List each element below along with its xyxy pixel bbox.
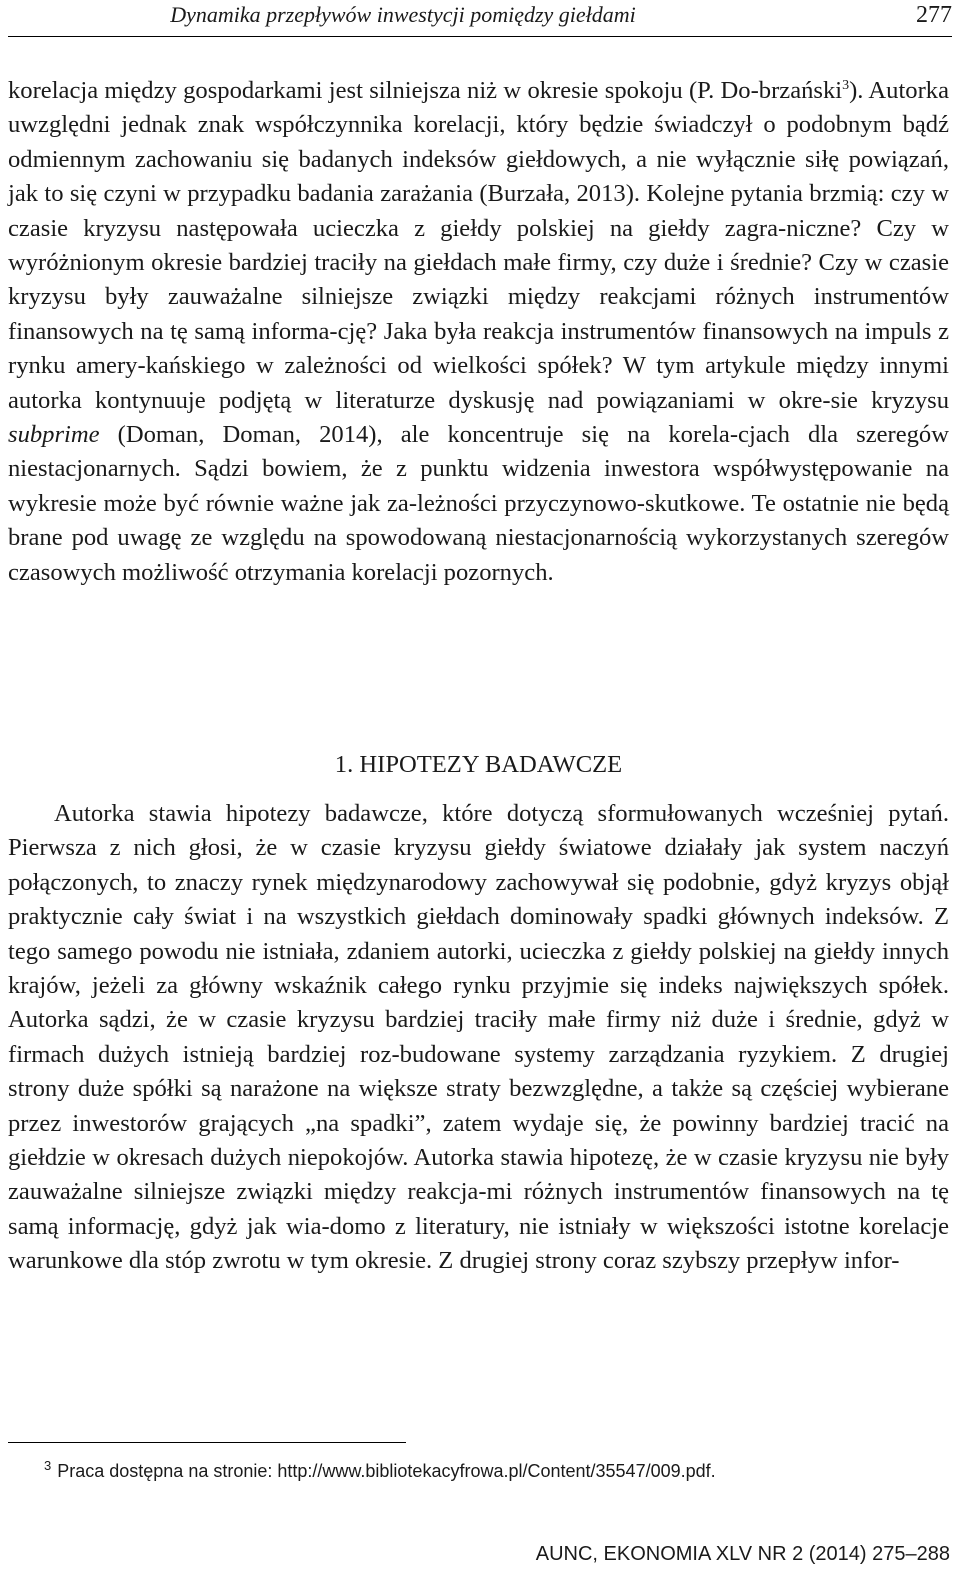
page-number: 277 bbox=[916, 2, 952, 28]
italic-term: subprime bbox=[8, 421, 100, 449]
paragraph-1-text-a: korelacja między gospodarkami jest silniejsza niż w okresie spokoju (P. Do-brzański bbox=[8, 77, 843, 104]
running-footer: AUNC, EKONOMIA XLV NR 2 (2014) 275–288 bbox=[535, 1543, 950, 1565]
running-header-title: Dynamika przepływów inwestycji pomiędzy giełdami bbox=[170, 2, 636, 27]
body-paragraph-1 bbox=[8, 74, 949, 590]
paragraph-1-text-c: (Doman, Doman, 2014), ale koncentruje się na korela-cjach dla szeregów niestacjonarnych. Sądzi bowiem, że z punktu widzenia inwestora współwystępowanie na wykresie może być równie ważne jak za-leżności przyczynowo-skutkowe. Te ostatnie nie będą brane pod uwagę ze względu na spowodowaną niestacjonarnością wykorzystanych szeregów czasowych możliwość otrzymania korelacji pozornych. bbox=[8, 421, 949, 586]
running-header bbox=[8, 0, 952, 37]
body-paragraph-2 bbox=[8, 797, 949, 1279]
paragraph-1-text-b: ). Autorka uwzględni jednak znak współczynnika korelacji, który będzie świadczył o podobnym bądź odmiennym zachowaniu się badanych indeksów giełdowych, a nie wyłącznie siłę powiązań, jak to się czyni w przypadku badania zarażania (Burzała, 2013). Kolejne pytania brzmią: czy w czasie kryzysu następowała ucieczka z giełdy polskiej na giełdy zagra-niczne? Czy w wyróżnionym okresie bardziej traciły na giełdach małe firmy, czy duże i średnie? Czy w czasie kryzysu były zauważalne silniejsze związki między reakcjami różnych instrumentów finansowych na tę samą informa-cję? Jaka była reakcja instrumentów finansowych na impuls z rynku amery-kańskiego w zależności od wielkości spółek? W tym artykule między innymi autorka kontynuuje podjętą w literaturze dyskusję nad powiązaniami w okre-sie kryzysu bbox=[8, 77, 949, 414]
footnote-reference: 3 bbox=[842, 77, 850, 93]
footnote-separator bbox=[8, 1442, 406, 1443]
footnote-text: Praca dostępna na stronie: http://www.bibliotekacyfrowa.pl/Content/35547/009.pdf. bbox=[57, 1461, 716, 1481]
footnote bbox=[44, 1459, 954, 1483]
section-heading: 1. HIPOTEZY BADAWCZE bbox=[334, 751, 623, 778]
paragraph-2-text: Autorka stawia hipotezy badawcze, które dotyczą sformułowanych wcześniej pytań. Pierwsza z nich głosi, że w czasie kryzysu giełdy światowe działały jak system naczyń połączonych, to znaczy rynek międzynarodowy zachowywał się podobnie, gdyż kryzys objął praktycznie cały świat i na wszystkich giełdach dominowały spadki głównych indeksów. Z tego samego powodu nie istniała, zdaniem autorki, ucieczka z giełdy polskiej na giełdy innych krajów, jeżeli za główny wskaźnik całego rynku przyjmie się indeks największych spółek. Autorka sądzi, że w czasie kryzysu bardziej traciły małe firmy niż duże i średnie, gdyż w firmach dużych istnieją bardziej roz-budowane systemy zarządzania ryzykiem. Z drugiej strony duże spółki są narażone na większe straty bezwzględne, a także są częściej wybierane przez inwestorów grających „na spadki”, zatem wydaje się, że powinny bardziej tracić na giełdzie w okresach dużych niepokojów. Autorka stawia hipotezę, że w czasie kryzysu nie były zauważalne silniejsze związki między reakcja-mi różnych instrumentów finansowych na tę samą informację, gdyż jak wia-domo z literatury, nie istniały w większości istotne korelacje warunkowe dla stóp zwrotu w tym okresie. Z drugiej strony coraz szybszy przepływ infor- bbox=[8, 800, 949, 1275]
footnote-mark: 3 bbox=[44, 1458, 52, 1473]
